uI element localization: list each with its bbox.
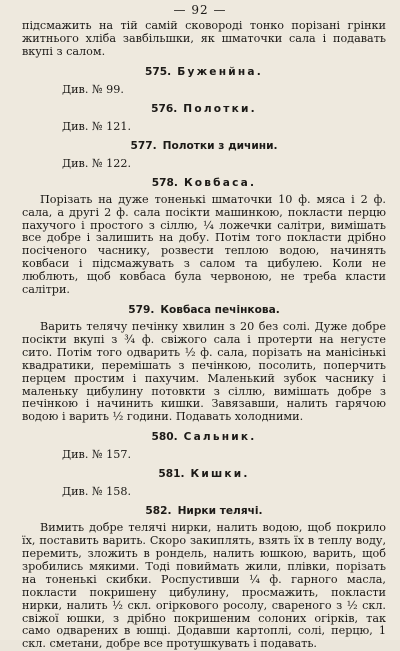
recipe-579-heading <box>22 304 386 317</box>
recipe-number: 580. <box>151 431 178 444</box>
recipe-number: 577. <box>130 139 157 152</box>
recipe-582-heading <box>22 505 386 518</box>
recipe-580-heading <box>22 431 386 444</box>
recipe-575-heading <box>22 66 386 79</box>
recipe-576-reference: Див. № 121. <box>62 119 132 133</box>
recipe-580-reference: Див. № 157. <box>62 448 132 462</box>
recipe-582-text: Вимить добре телячі нирки, налить водою, щоб покрило їх, поставить варить. Скоро закиплять, взять їх в теплу воду, перемить, зложить в рондель, налить юшкою, варить, щоб зробились мякими. Тоді повиймать жили, плівки, порізать на тоненькі скибки. Роспустивши ¼ ф. гарного масла, покласти покришену цибулину, просмажить, покласти нирки, налить ½ скл. огіркового росолу, свареного з ½ скл. свіжої юшки, з дрібно покришеним солоних огірків, так само одварених в юшці. Додавши картоплі, солі, перцю, 1 скл. сметани, добре все протушкувать і подавать. <box>22 521 386 651</box>
recipe-577-reference: Див. № 122. <box>62 156 132 170</box>
page-number: — 92 — <box>173 3 227 17</box>
recipe-number: 576. <box>151 102 178 115</box>
recipe-title: Полотки. <box>183 102 257 115</box>
recipe-581-heading <box>22 468 386 481</box>
recipe-581-reference: Див. № 158. <box>62 485 132 499</box>
recipe-number: 575. <box>145 65 172 78</box>
recipe-576-heading <box>22 103 386 116</box>
recipe-number: 582. <box>145 505 172 518</box>
recipe-575-reference: Див. № 99. <box>62 82 124 96</box>
recipe-title: Ковбаса. <box>183 176 257 189</box>
recipe-number: 578. <box>151 176 178 189</box>
recipe-577-heading <box>22 140 386 153</box>
page-content <box>22 20 386 651</box>
intro-paragraph: підсмажить на тій самій сковороді тонко порізані грінки житнього хліба завбільшки, як шматочки сала і подавать вкупі з салом. <box>22 19 386 58</box>
recipe-title: Буженйна. <box>177 65 263 78</box>
recipe-number: 579. <box>128 303 155 316</box>
recipe-title: Ковбаса печінкова. <box>160 303 280 316</box>
recipe-578-text: Порізать на дуже тоненькі шматочки 10 ф. мяса і 2 ф. сала, а другі 2 ф. сала посікти машинкою, покласти перцю пахучого і простого з сіллю, ¼ ложечки салітри, вимішать все добре і залишить на добу. Потім того покласти дрібно посіченого часнику, розвести теплою водою, начинять ковбаси і підсмажувать з салом та цибулею. Коли не люблють, щоб ковбаса була червоною, не треба класти салітри. <box>22 192 386 297</box>
recipe-number: 581. <box>158 468 185 481</box>
recipe-578-heading <box>22 177 386 190</box>
recipe-title: Нирки телячі. <box>177 505 263 518</box>
recipe-579-text: Варить телячу печінку хвилин з 20 без солі. Дуже добре посікти вкупі з ¾ ф. свіжого сала і протерти на негусте сито. Потім того одварить ½ ф. сала, порізать на манісінькі квадратики, перемішать з печінкою, посолить, поперчить перцем простим і пахучим. Маленький зубок часнику і маленьку цибулину потовкти з сіллю, вимішать добре з печінкою і начинить кишки. Завязавши, налить гарячою водою і варить ½ години. Подавать холодними. <box>22 319 386 424</box>
recipe-title: Сальник. <box>183 431 257 444</box>
recipe-title: Полотки з дичини. <box>162 139 278 152</box>
recipe-title: Кишки. <box>190 468 250 481</box>
